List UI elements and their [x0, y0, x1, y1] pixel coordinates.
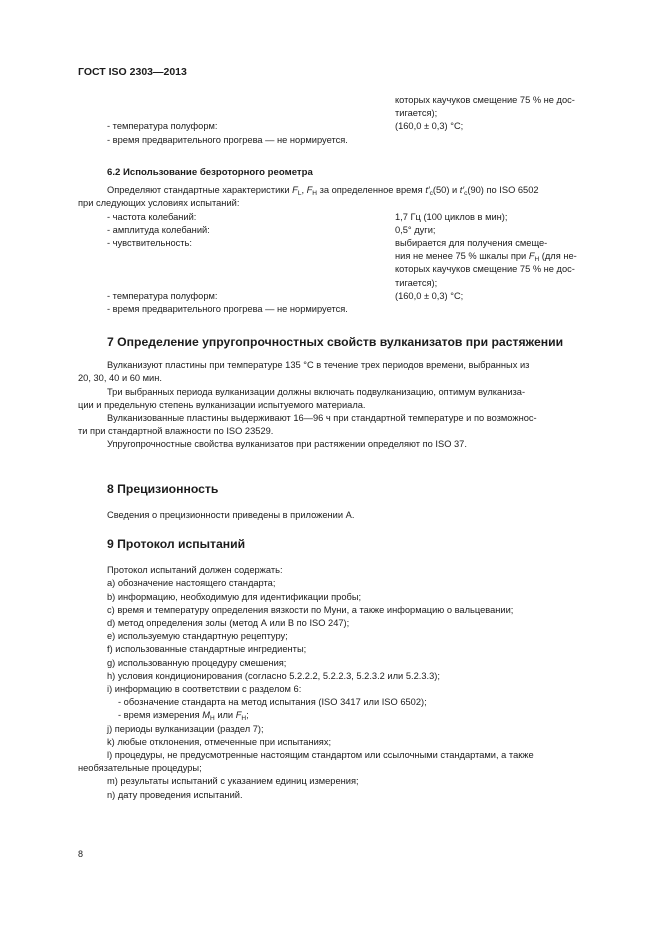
section-heading: 9 Протокол испытаний [107, 537, 246, 551]
condition-value: выбирается для получения смеще- [395, 237, 548, 248]
condition-label: - амплитуда колебаний: [107, 224, 210, 235]
text-line: Вулканизуют пластины при температуре 135 °С в течение трех периодов времени, выбранных из [107, 360, 530, 371]
list-item: n) дату проведения испытаний. [107, 789, 243, 800]
section-heading: 8 Прецизионность [107, 482, 219, 496]
condition-label: - время предварительного прогрева — не нормируется. [107, 303, 348, 314]
text-line: которых каучуков смещение 75 % не дос- [395, 95, 575, 105]
section-8 [78, 483, 618, 522]
text-line: 20, 30, 40 и 60 мин. [78, 373, 162, 384]
condition-value: тигается); [395, 277, 438, 288]
list-item: e) используемую стандартную рецептуру; [107, 631, 288, 642]
condition-value: (160,0 ± 0,3) °С; [395, 290, 464, 301]
text-line: Вулканизованные пластины выдерживают 16—96 ч при стандартной температуре и по возможнос- [107, 412, 537, 423]
list-item: h) условия кондиционирования (согласно 5.2.2.2, 5.2.2.3, 5.2.3.2 или 5.2.3.3); [107, 670, 440, 681]
list-item: c) время и температуру определения вязкости по Муни, а также информацию о вальцевании; [107, 604, 514, 615]
list-item: l) процедуры, не предусмотренные настоящим стандартом или ссылочными стандартами, а также [107, 750, 534, 761]
page-number: 8 [78, 849, 84, 859]
condition-label: - температура полуформ: [107, 121, 218, 132]
section-7 [78, 336, 618, 452]
text-line: Сведения о прецизионности приведены в приложении А. [107, 510, 355, 521]
carryover-conditions [78, 94, 618, 147]
condition-value: ния не менее 75 % шкалы при $F_H$ (для не- [395, 251, 577, 264]
list-item: a) обозначение настоящего стандарта; [107, 578, 276, 589]
list-item: f) использованные стандартные ингредиенты; [107, 644, 307, 655]
condition-label: - время предварительного прогрева — не нормируется. [107, 134, 348, 145]
condition-label: - чувствительность: [107, 237, 192, 248]
condition-value: которых каучуков смещение 75 % не дос- [395, 264, 575, 275]
list-item: j) периоды вулканизации (раздел 7); [107, 723, 264, 734]
intro-line: Определяют стандартные характеристики $F_L$, $F_H$ за определенное время $t'_c(50)$ и $t'_c(90)$ по ISO 6502 [107, 185, 539, 198]
text-line: Упругопрочностные свойства вулканизатов при растяжении определяют по ISO 37. [107, 439, 467, 450]
list-item: d) метод определения золы (метод А или В по ISO 247); [107, 618, 350, 629]
text-line: тигается); [395, 108, 438, 119]
text-line: ти при стандартной влажности по ISO 23529. [78, 426, 274, 437]
condition-value: 1,7 Гц (100 циклов в мин); [395, 211, 508, 222]
list-item: b) информацию, необходимую для идентификации пробы; [107, 591, 362, 602]
section-heading: 7 Определение упругопрочностных свойств вулканизатов при растяжении [107, 335, 564, 349]
list-item: i) информацию в соответствии с разделом 6: [107, 684, 302, 695]
condition-value: (160,0 ± 0,3) °С; [395, 121, 464, 132]
text-line: при следующих условиях испытаний: [78, 198, 240, 209]
list-item: k) любые отклонения, отмеченные при испытаниях; [107, 736, 332, 747]
document-header: ГОСТ ISO 2303—2013 [78, 66, 187, 78]
list-subitem: - время измерения $M_H$ или $F_H$; [118, 710, 249, 723]
list-subitem: - обозначение стандарта на метод испытания (ISO 3417 или ISO 6502); [118, 697, 427, 708]
list-item: g) использованную процедуру смешения; [107, 657, 287, 668]
list-item: m) результаты испытаний с указанием единиц измерения; [107, 776, 359, 787]
text-line: необязательные процедуры; [78, 763, 202, 774]
section-9 [78, 538, 618, 802]
condition-label: - температура полуформ: [107, 290, 218, 301]
text-line: Три выбранных периода вулканизации должны включать подвулканизацию, оптимум вулканиза- [107, 386, 526, 397]
condition-label: - частота колебаний: [107, 211, 197, 222]
section-heading: 6.2 Использование безроторного реометра [107, 167, 313, 178]
condition-value: 0,5° дуги; [395, 224, 436, 235]
section-6-2 [78, 166, 618, 316]
list-intro: Протокол испытаний должен содержать: [107, 565, 283, 576]
text-line: ции и предельную степень вулканизации испытуемого материала. [78, 399, 366, 410]
